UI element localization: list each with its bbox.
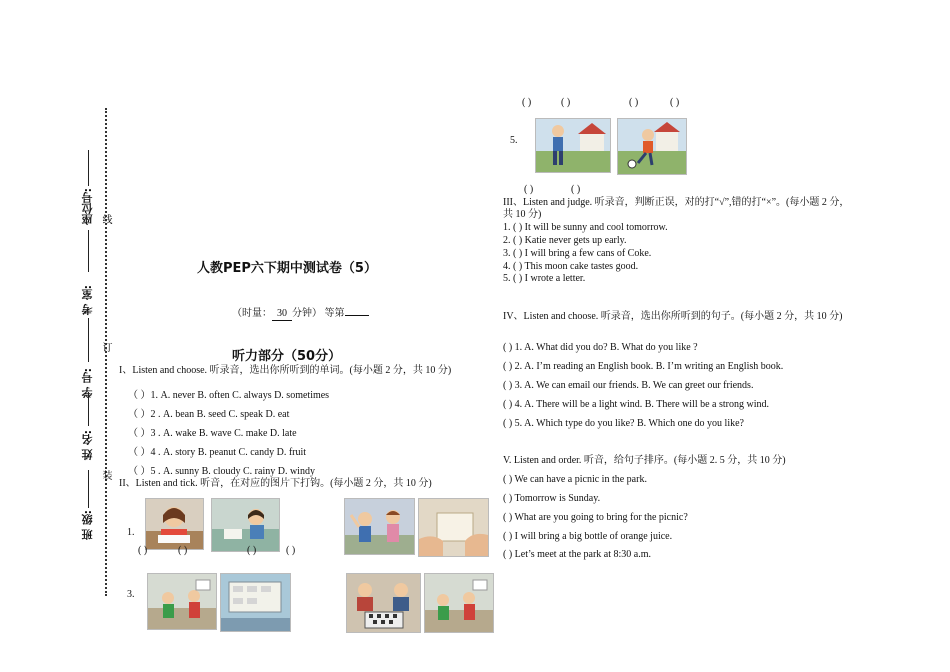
listening-heading: 听力部分（50分）: [232, 349, 342, 364]
part2-paren-4b: ( ): [670, 97, 680, 108]
part2-paren-3a: ( ): [522, 97, 532, 108]
photo-boy-walking-house: [535, 118, 611, 173]
name-rule: [88, 392, 89, 426]
part3-instruction: III、Listen and judge. 听录音，判断正误，对的打“√”,错的打“×”。(每小题 2 分，共 10 分): [503, 197, 850, 220]
number-rule: [88, 318, 89, 362]
part2-paren-4a: ( ): [629, 97, 639, 108]
paper-title: 人教PEP六下期中测试卷（5）: [197, 261, 377, 276]
part3-item-2: 2. ( ) Katie never gets up early.: [503, 235, 627, 246]
class-label: 班 级:: [81, 510, 94, 541]
binding-mark-ding: 订: [100, 342, 111, 352]
part3-item-1: 1. ( ) It will be sunny and cool tomorrow.: [503, 222, 668, 233]
part2-paren-2a: ( ): [247, 545, 257, 556]
part5-item-1: ( ) We can have a picnic in the park.: [503, 474, 647, 485]
part2-paren-1a: ( ): [138, 545, 148, 556]
part2-paren-1b: ( ): [178, 545, 188, 556]
number-label: 学 号:: [81, 368, 94, 399]
part4-item-5: ( ) 5. A. Which type do you like? B. Which one do you like?: [503, 418, 744, 429]
time-suffix: 分钟） 等第: [292, 308, 345, 319]
part2-num-3: 3.: [127, 589, 135, 600]
class-rule: [88, 470, 89, 508]
time-prefix: （时量：: [232, 308, 272, 319]
part1-item-4: （ ）4 . A. story B. peanut C. candy D. fruit: [128, 447, 307, 458]
part2-num-1: 1.: [127, 527, 135, 538]
seat-label: 座位号:: [81, 188, 94, 226]
part5-item-4: ( ) I will bring a big bottle of orange juice.: [503, 531, 673, 542]
photo-kids-sign: [424, 573, 494, 633]
part1-instruction: I、Listen and choose. 听录音，选出你所听到的单词。(每小题 2 分，共 10 分): [119, 365, 452, 376]
photo-boy-football: [617, 118, 687, 175]
photo-kids-playing: [147, 573, 217, 630]
part5-item-2: ( ) Tomorrow is Sunday.: [503, 493, 601, 504]
photo-girl-reading: [145, 498, 204, 550]
part3-item-5: 5. ( ) I wrote a letter.: [503, 273, 586, 284]
time-value: 30: [272, 308, 292, 321]
room-rule: [88, 230, 89, 272]
binding-mark-zhuang: 装: [100, 470, 111, 480]
part2-paren-3b: ( ): [561, 97, 571, 108]
part2-instruction: II、Listen and tick. 听音，在对应的图片下打钩。(每小题 2 分，共 10 分): [119, 478, 432, 489]
photo-woman-writing: [211, 498, 280, 552]
photo-kids-board-game: [346, 573, 421, 633]
binding-dotted-line: [105, 108, 107, 596]
room-label: 考 室:: [81, 285, 94, 316]
photo-hands-letter: [418, 498, 489, 557]
part2-num-5: 5.: [510, 135, 518, 146]
part1-item-2: （ ）2 . A. bean B. seed C. speak D. eat: [128, 409, 290, 420]
part1-item-1: （ ）1. A. never B. often C. always D. sometimes: [128, 390, 330, 401]
part1-item-3: （ ）3 . A. wake B. wave C. make D. late: [128, 428, 297, 439]
photo-kids-waving: [344, 498, 415, 555]
part4-item-4: ( ) 4. A. There will be a light wind. B. There will be a strong wind.: [503, 399, 769, 410]
part4-instruction: IV、Listen and choose. 听录音，选出你所听到的句子。(每小题 2 分，共 10 分): [503, 311, 843, 322]
part4-item-2: ( ) 2. A. I’m reading an English book. B. I’m writing an English book.: [503, 361, 784, 372]
part2-paren-5a: ( ): [524, 184, 534, 195]
part4-item-1: ( ) 1. A. What did you do? B. What do you like ?: [503, 342, 698, 353]
binding-mark-xian: 线: [100, 214, 111, 224]
time-line: [232, 308, 369, 321]
part5-instruction: V. Listen and order. 听音，给句子排序。(每小题 2. 5 分，共 10 分): [503, 455, 786, 466]
part3-item-4: 4. ( ) This moon cake tastes good.: [503, 261, 639, 272]
part5-item-5: ( ) Let’s meet at the park at 8:30 a.m.: [503, 549, 652, 560]
seat-rule: [88, 150, 89, 186]
part3-item-3: 3. ( ) I will bring a few cans of Coke.: [503, 248, 652, 259]
part2-paren-5b: ( ): [571, 184, 581, 195]
name-label: 姓 名:: [81, 430, 94, 461]
part1-item-5: （ ）5 . A. sunny B. cloudy C. rainy D. windy: [128, 466, 315, 477]
grade-blank: [345, 315, 369, 316]
part4-item-3: ( ) 3. A. We can email our friends. B. We can greet our friends.: [503, 380, 754, 391]
part5-item-3: ( ) What are you going to bring for the picnic?: [503, 512, 688, 523]
part2-paren-2b: ( ): [286, 545, 296, 556]
photo-classroom-board: [220, 573, 291, 632]
